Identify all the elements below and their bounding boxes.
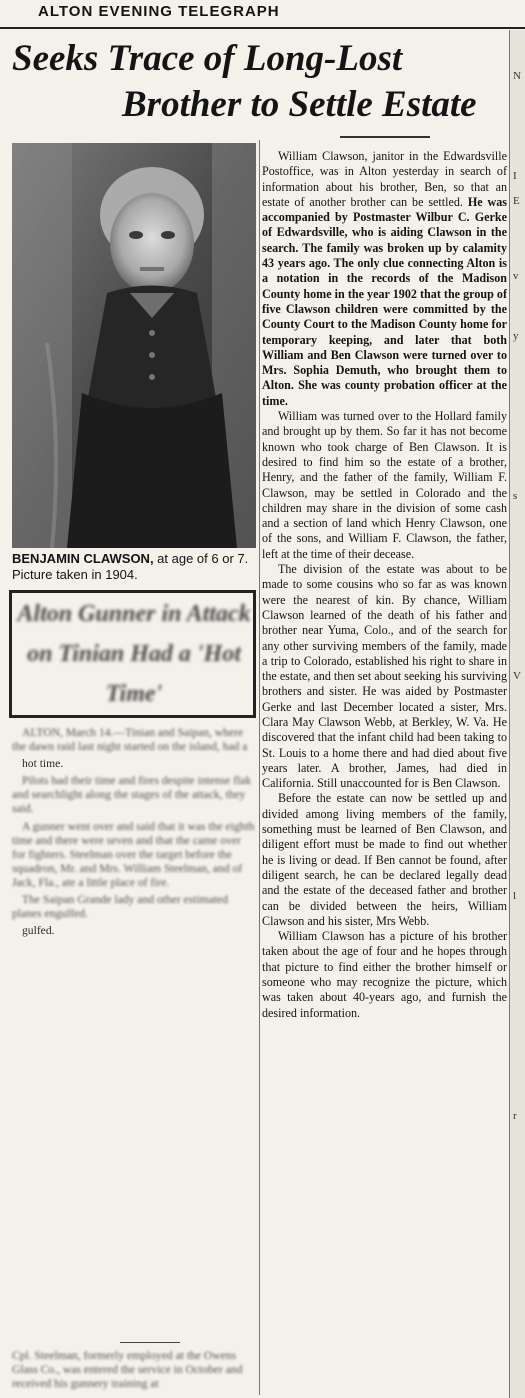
sub-story-headline: Alton Gunner in Attack on Tinian Had a 'Hot Time'	[17, 601, 251, 707]
edge-fragment: E	[513, 195, 520, 207]
article-paragraph-3: The division of the estate was about to be made to some cousins who so far as was known were the nearest of kin. By chance, William Clawson learned of the death of his father and brother near Yuma, Colo., and of the search for any other surviving members of the family, made a trip to Colorado, established his right to share in the estate, and then set about seeking his surviving brothers and sister. He was aided by Postmaster Gerke and last December located a sister, Mrs. Clara May Clawson Webb, at Berkley, W. Va. He discovered that the infant child had been taking to St. Louis to a home there and had died about five years later. A brother, James, had died in California. Still unaccounted for is Ben Clawson.	[262, 562, 507, 791]
sub-story-paragraph: The Saipan Grande lady and other estimated planes engulfed.	[12, 893, 229, 921]
edge-fragment: s	[513, 490, 518, 502]
column-rule-left	[259, 140, 260, 1395]
edge-fragment: I	[513, 170, 517, 182]
headline-rule	[340, 136, 430, 138]
edge-fragment: l	[513, 890, 517, 902]
article-lede: William Clawson, janitor in the Edwardsville Postoffice, was in Alton yesterday in search of information about his brother, Ben, so that an estate of another brother can be settled.	[262, 149, 507, 209]
headline-line-2: Brother to Settle Estate	[122, 84, 477, 125]
sub-story-paragraph: A gunner went over and said that it was the eighth time and there were seven and that the came over for fighters. Steelman over the target before the squadron, Mr. and Mrs. William Steelman, and of Jack, Fla., ate a little place of fire.	[12, 819, 255, 889]
edge-fragment: V	[513, 670, 521, 682]
main-article	[262, 149, 507, 1398]
edge-fragment: v	[513, 270, 519, 282]
sub-story-paragraph-end: gulfed.	[22, 924, 55, 938]
portrait-photo	[12, 143, 256, 548]
sub-story-paragraph: Pilots had their time and fires despite intense flak and searchlight along the stages of the attack, they said.	[12, 774, 252, 816]
article-paragraph-4: Before the estate can now be settled up and divided among living members of the family, something must be learned of Ben Clawson, and diligent effort must be made to find out whether he is living or dead. If Ben cannot be found, after diligent search, he can be declared legally dead and the estate of the deceased father and brother can be divided between the heirs, William Clawson and his sister, Mrs Webb.	[262, 791, 507, 928]
masthead-rule	[0, 27, 525, 29]
headline	[4, 36, 509, 128]
portrait-illustration	[12, 143, 256, 548]
masthead: ALTON EVENING TELEGRAPH	[38, 3, 280, 20]
sub-story-divider	[120, 1342, 180, 1343]
adjacent-column-fragment	[510, 30, 525, 1398]
article-lede-continued: He was accompanied by Postmaster Wilbur C. Gerke of Edwardsville, who is aiding Clawson in the search. The family was broken up by calamity 43 years ago. The only clue connecting Alton is a notation in the records of the Madison County home in the year 1902 that the group of five Clawson children were committed by the County Court to the Madison County home for temporary keeping, and later that both William and Ben Clawson were turned over to Mrs. Sophia Demuth, who brought them to Alton. She was county probation officer at the time.	[262, 194, 507, 408]
sub-story-paragraph: ALTON, March 14.—Tinian and Saipan, where the dawn raid last night started on the island, had a	[12, 726, 248, 754]
article-paragraph-2: William was turned over to the Hollard family and brought up by them. So far it has not become known who took charge of Ben Clawson. It is desired to find him so the estate of a brother, Henry, and the father of the family, William F. Clawson, may be settled in Colorado and the children may share in the division of some cash and a section of land which Henry Clawson, one of the sons, and William F. Clawson, the father, left at the time of their decease.	[262, 409, 507, 561]
sub-story-body	[12, 726, 256, 941]
caption-text: at age of 6 or 7. Picture taken in 1904.	[12, 551, 249, 582]
edge-fragment: N	[513, 70, 521, 82]
headline-line-1: Seeks Trace of Long-Lost	[12, 38, 403, 79]
article-paragraph-1	[262, 149, 507, 409]
sub-story-continuation: Cpl. Steelman, formerly employed at the Owens Glass Co., was entered the service in October and received his gunnery training at	[12, 1349, 243, 1391]
article-paragraph-5: William Clawson has a picture of his brother taken about the age of four and he hopes through that picture to find either the brother himself or someone who may recognize the picture, which was taken about 40-years ago, and furnish the desired information.	[262, 929, 507, 1020]
photo-caption	[12, 551, 262, 583]
sub-story-paragraph-end: hot time.	[22, 757, 64, 771]
edge-fragment: y	[513, 330, 519, 342]
caption-name: BENJAMIN CLAWSON,	[12, 551, 154, 566]
edge-fragment: r	[513, 1110, 517, 1122]
